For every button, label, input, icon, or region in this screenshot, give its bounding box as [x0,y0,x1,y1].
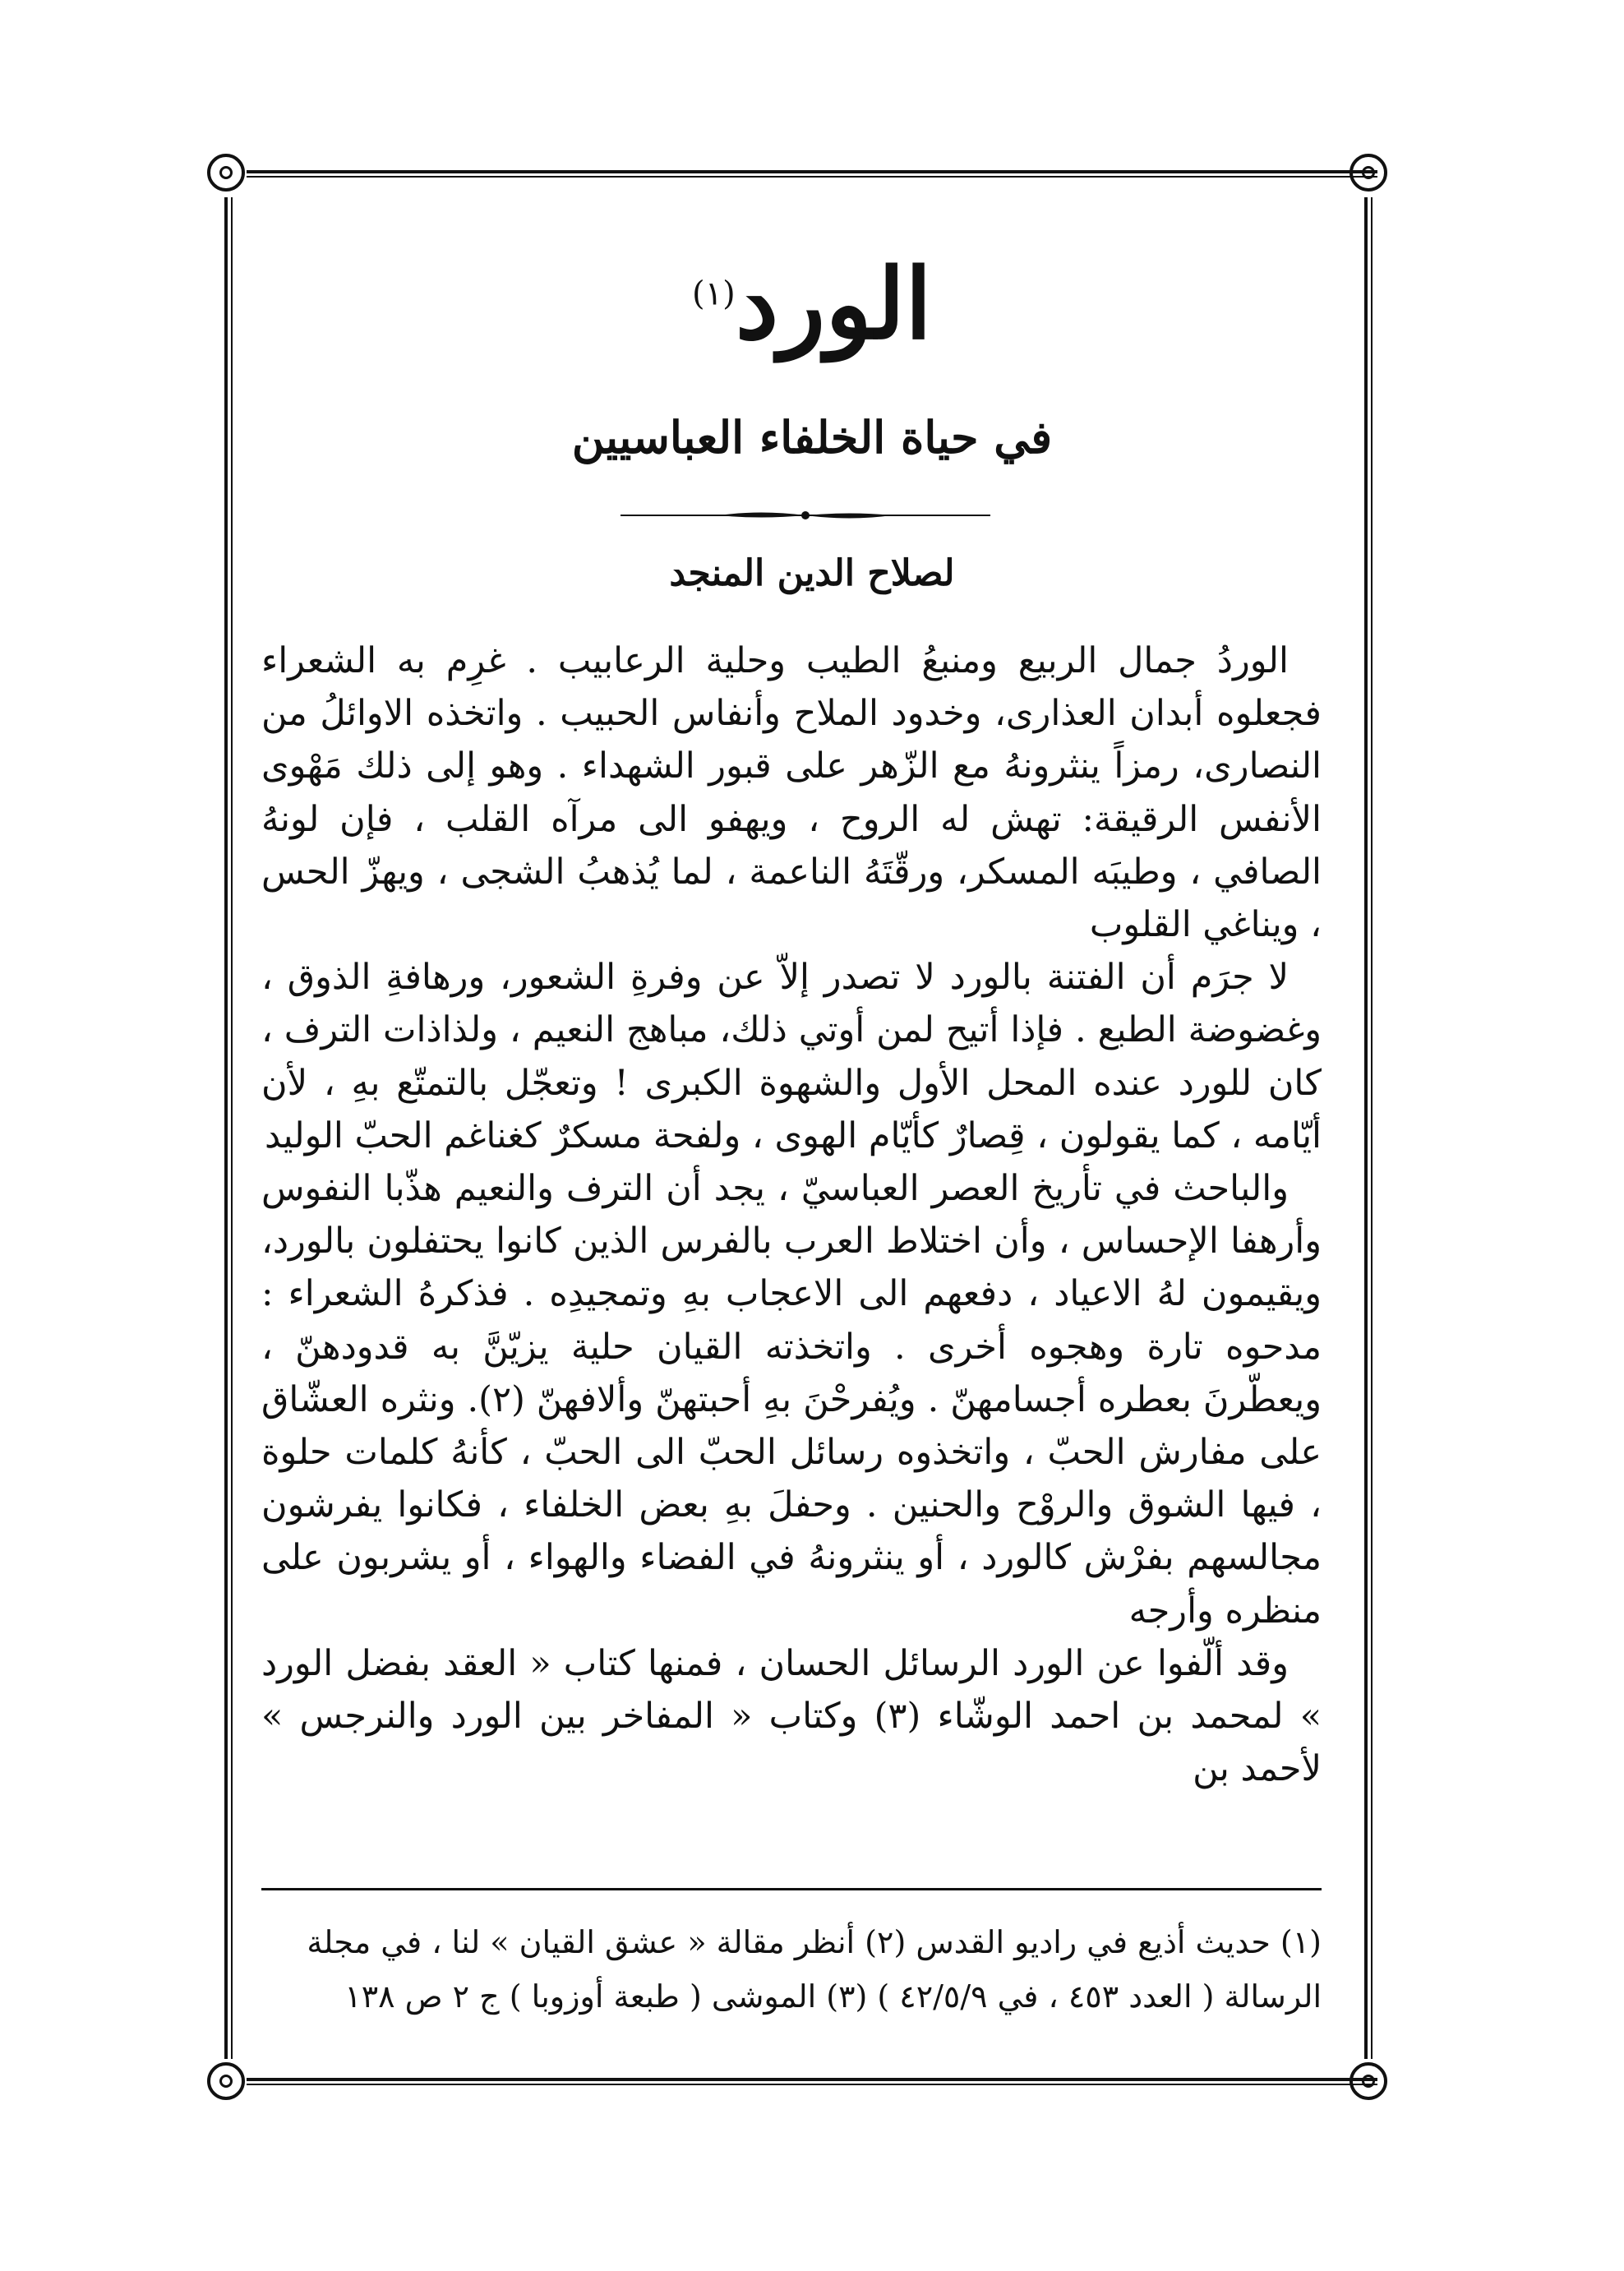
frame-bottom-line [247,2078,1377,2081]
frame-top-line [247,170,1377,173]
frame-bottom-line-inner [247,2084,1377,2085]
author-byline: لصلاح الدين المنجد [669,552,955,594]
paragraph: لا جرَم أن الفتنة بالورد لا تصدر إلاّ عن وفرةِ الشعور، ورهافةِ الذوق ، وغضوضة الطبع . فإذا أتيح لمن أوتي ذلك، مباهج النعيم ، ولذاذات الترف ، كان للورد عنده المحل الأول والشهوة الكبرى ! وتعجّل بالتمتّع بهِ ، لأن أيّامه ، كما يقولون ، قِصارٌ كأيّام الهوى ، ولفحة مسكرٌ كغناغم الحبّ الوليد [261,957,1322,1156]
corner-ornament-top-right [1349,154,1387,192]
footnote-separator [261,1888,1322,1890]
frame-left-line [224,197,228,2059]
footnote-line: (١) حديث أذيع في راديو القدس (٢) أنظر مقالة « عشق القيان » لنا ، في مجلة [307,1924,1322,1960]
corner-ornament-top-left [207,154,245,192]
footnote-line: الرسالة ( العدد ٤٥٣ ، في ٤٢/٥/٩ ) (٣) الموشى ( طبعة أوزوبا ) ج ٢ ص ١٣٨ [344,1978,1322,2015]
corner-ornament-bottom-right [1349,2062,1387,2100]
frame-right-line-inner [1371,197,1373,2059]
frame-left-line-inner [231,197,233,2059]
footnotes [261,1915,1322,2024]
paragraph: الوردُ جمال الربيع ومنبعُ الطيب وحلية الرعابيب . غرِم به الشعراء فجعلوه أبدان العذارى، وخدود الملاح وأنفاس الحبيب . واتخذه الاوائلُ من النصارى، رمزاً ينثرونهُ مع الزّهر على قبور الشهداء . وهو إلى ذلك مَهْوى الأنفس الرقيقة: تهش له الروح ، ويهفو الى مرآه القلب ، فإن لونهُ الصافي ، وطيبَه المسكر، ورقّتَهُ الناعمة ، لما يُذهبُ الشجى ، ويهزّ الحس ، ويناغي القلوب [261,640,1322,946]
title-footnote-marker: (١) [692,275,736,313]
article-title [493,247,1131,361]
article-subtitle: في حياة الخلفاء العباسيين [571,411,1053,464]
article-title-text: الورد [735,247,932,361]
frame-right-line [1364,197,1368,2059]
corner-ornament-bottom-left [207,2062,245,2100]
ornamental-divider [621,508,990,523]
article-body [261,635,1322,1795]
paragraph: وقد ألّفوا عن الورد الرسائل الحسان ، فمنها كتاب « العقد بفضل الورد » لمحمد بن احمد الوشّاء (٣) وكتاب « المفاخر بين الورد والنرجس » لأحمد بن [261,1642,1322,1790]
frame-top-line-outer-left [247,176,1377,178]
paragraph: والباحث في تأريخ العصر العباسيّ ، يجد أن الترف والنعيم هذّبا النفوس وأرهفا الإحساس ، وأن اختلاط العرب بالفرس الذين كانوا يحتفلون بالورد، ويقيمون لهُ الاعياد ، دفعهم الى الاعجاب بهِ وتمجيدِه . فذكرهُ الشعراء : مدحوه تارة وهجوه أخرى . واتخذته القيان حلية يزيّنَّ به قدودهنّ ، ويعطّرنَ بعطره أجسامهنّ . ويُفرحْنَ بهِ أحبتهنّ وألافهنّ (٢). ونثره العشّاق على مفارش الحبّ ، واتخذوه رسائل الحبّ الى الحبّ ، كأنهُ كلمات حلوة ، فيها الشوق والروْح والحنين . وحفلَ بهِ بعض الخلفاء ، فكانوا يفرشون مجالسهم بفرْش كالورد ، أو ينثرونهُ في الفضاء والهواء ، أو يشربون على منظره وأرجه [261,1168,1322,1632]
